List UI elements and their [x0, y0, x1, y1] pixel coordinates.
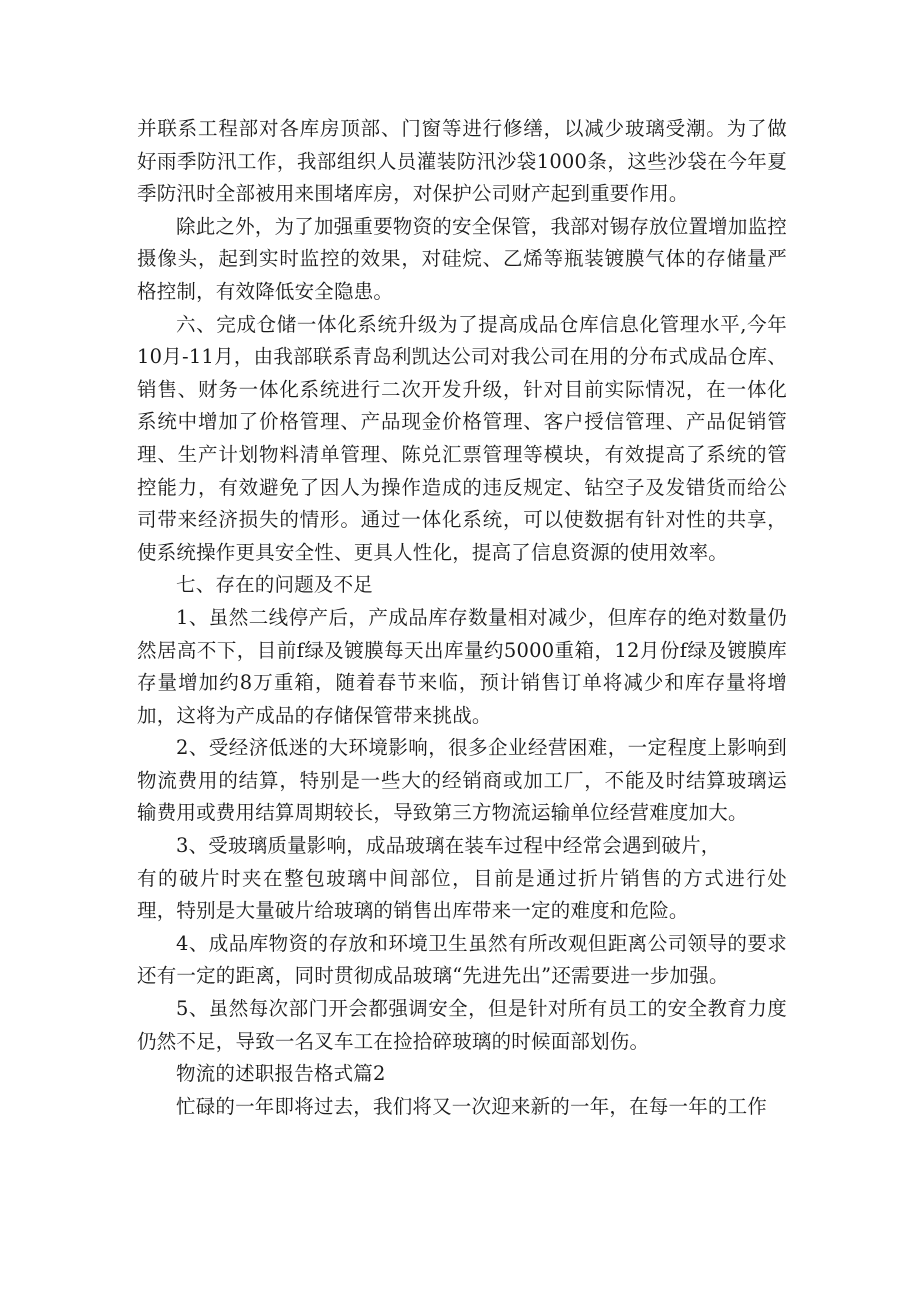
- paragraph-issue-3-continued: 有的破片时夹在整包玻璃中间部位，目前是通过折片销售的方式进行处理，特别是大量破片给玻璃的销售出库带来一定的难度和危险。: [137, 866, 787, 923]
- paragraph-2: 除此之外，为了加强重要物资的安全保管，我部对锡存放位置增加监控摄像头，起到实时监控的效果，对硅烷、乙烯等瓶装镀膜气体的存储量严格控制，有效降低安全隐患。: [137, 214, 787, 303]
- section-heading-part-2: 物流的述职报告格式篇2: [176, 1062, 386, 1086]
- paragraph-issue-4: 4、成品库物资的存放和环境卫生虽然有所改观但距离公司领导的要求还有一定的距离，同时贯彻成品玻璃“先进先出”还需要进一步加强。: [137, 931, 787, 988]
- paragraph-3: 六、完成仓储一体化系统升级为了提高成品仓库信息化管理水平,今年10月-11月，由我部联系青岛利凯达公司对我公司在用的分布式成品仓库、销售、财务一体化系统进行二次开发升级，针对目前实际情况，在一体化系统中增加了价格管理、产品现金价格管理、客户授信管理、产品促销管理、生产计划物料清单管理、陈兑汇票管理等模块，有效提高了系统的管控能力，有效避免了因人为操作造成的违反规定、钻空子及发错货而给公司带来经济损失的情形。通过一体化系统，可以使数据有针对性的共享，使系统操作更具安全性、更具人性化，提高了信息资源的使用效率。: [137, 312, 787, 564]
- document-body: [137, 113, 787, 1123]
- paragraph-part-2-intro: 忙碌的一年即将过去，我们将又一次迎来新的一年，在每一年的工作: [176, 1094, 768, 1118]
- paragraph-issue-5: 5、虽然每次部门开会都强调安全，但是针对所有员工的安全教育力度仍然不足，导致一名叉车工在捡拾碎玻璃的时候面部划伤。: [137, 997, 787, 1053]
- section-heading-problems: 七、存在的问题及不足: [176, 573, 374, 597]
- paragraph-issue-2: 2、受经济低迷的大环境影响，很多企业经营困难，一定程度上影响到物流费用的结算，特别是一些大的经销商或加工厂，不能及时结算玻璃运输费用或费用结算周期较长，导致第三方物流运输单位经营难度加大。: [137, 736, 787, 825]
- paragraph-issue-1: 1、虽然二线停产后，产成品库存数量相对减少，但库存的绝对数量仍然居高不下，目前f绿及镀膜每天出库量约5000重箱，12月份f绿及镀膜库存量增加约8万重箱，随着春节来临，预计销售订单将减少和库存量将增加，这将为产成品的存储保管带来挑战。: [137, 605, 787, 727]
- paragraph-issue-3: 3、受玻璃质量影响，成品玻璃在装车过程中经常会遇到破片，: [176, 834, 721, 858]
- paragraph-1: 并联系工程部对各库房顶部、门窗等进行修缮，以减少玻璃受潮。为了做好雨季防汛工作，我部组织人员灌装防汛沙袋1000条，这些沙袋在今年夏季防汛时全部被用来围堵库房，对保护公司财产起到重要作用。: [137, 117, 787, 206]
